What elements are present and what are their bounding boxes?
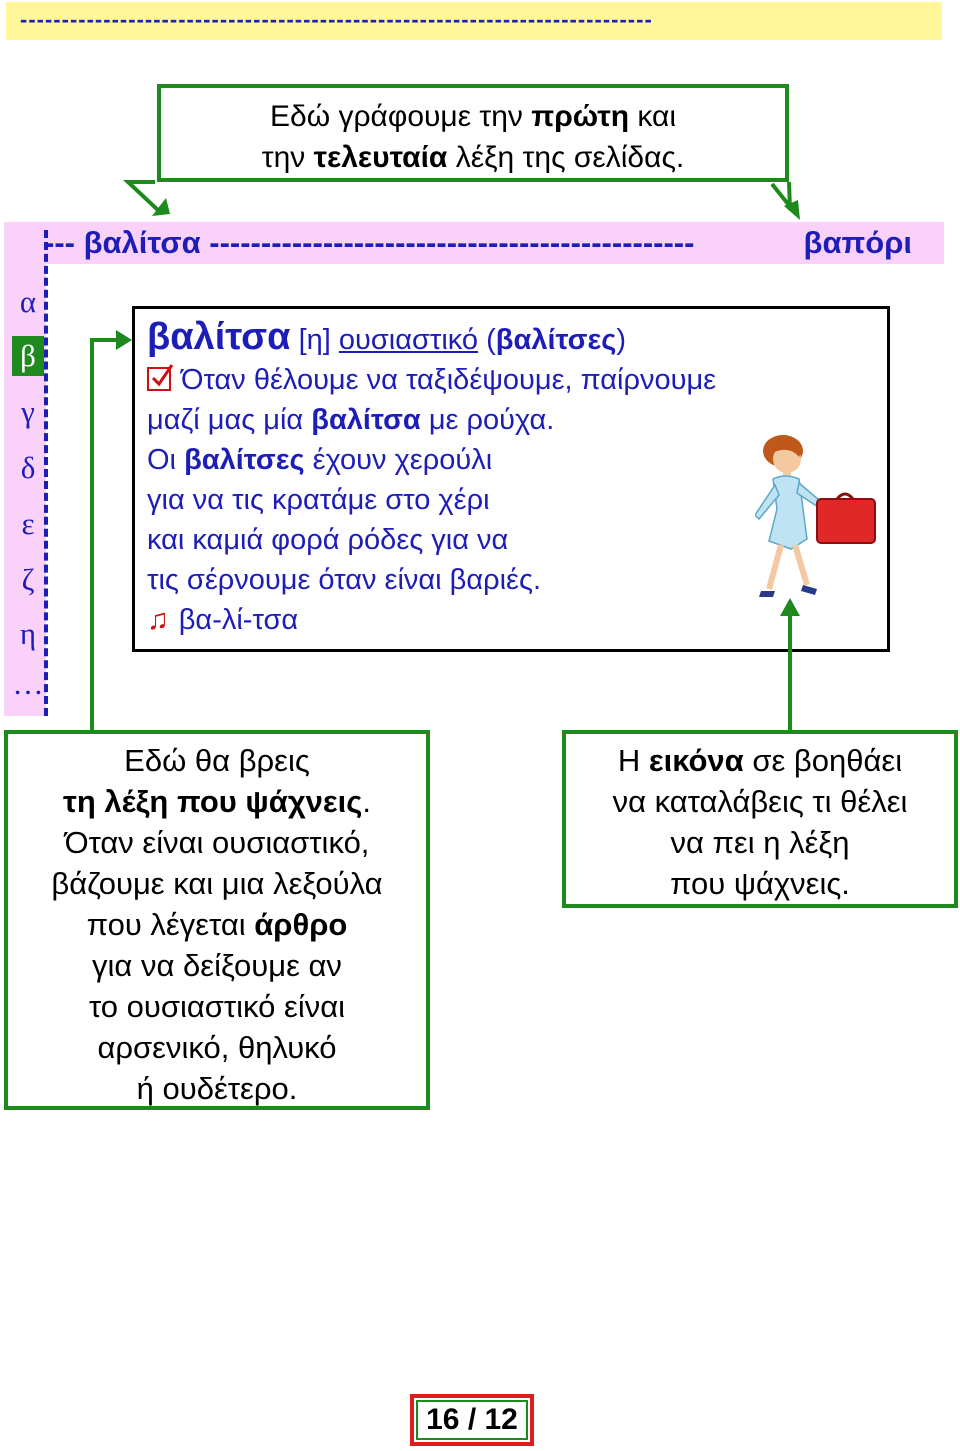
arrow-head-picture	[780, 598, 800, 616]
alphabet-letter-delta[interactable]: δ	[20, 450, 36, 485]
alphabet-letter-eta[interactable]: η	[19, 616, 37, 651]
entry-word: βαλίτσα	[147, 316, 291, 358]
top-dashed-band: ----------------------------------------------------------------------------	[6, 2, 942, 40]
entry-sentence-3: Οι βαλίτσες έχουν χερούλι	[147, 444, 493, 476]
entry-syllables: ♫ βα-λί-τσα	[147, 604, 299, 636]
entry-plural: βαλίτσες	[495, 324, 617, 356]
picture-note: Η εικόνα σε βοηθάει να καταλάβεις τι θέλει να πει η λέξη που ψάχνεις.	[562, 730, 958, 908]
entry-sentence-6: τις σέρνουμε όταν είναι βαριές.	[147, 564, 542, 596]
note-line-1: Εδώ γράφουμε την πρώτη και	[269, 100, 677, 133]
entry-header: βαλίτσα [η] ουσιαστικό (βαλίτσες)	[147, 316, 626, 358]
alphabet-letter-beta-active[interactable]: β	[12, 336, 44, 376]
note-line-2: την τελευταία λέξη της σελίδας.	[261, 141, 685, 174]
word-note: Εδώ θα βρεις τη λέξη που ψάχνεις. Όταν είναι ουσιαστικό, βάζουμε και μια λεξούλα που λέγεται άρθρο για να δείξουμε αν το ουσιαστικό είναι αρσενικό, θηλυκό ή ουδέτερο.	[4, 730, 430, 1110]
arrow-head-entry	[116, 330, 132, 350]
guide-word-first: --- βαλίτσα -----------------------------------------------	[44, 225, 695, 260]
page-number	[410, 1394, 534, 1446]
alphabet-letter-gamma[interactable]: γ	[21, 394, 35, 429]
entry-sentence-1: Όταν θέλουμε να ταξιδέψουμε, παίρνουμε	[147, 360, 887, 400]
music-note-icon: ♫	[147, 604, 169, 636]
entry-article: [η]	[298, 324, 331, 356]
entry-sentence-5: και καμιά φορά ρόδες για να	[147, 524, 509, 556]
guide-word-last: βαπόρι	[803, 225, 912, 260]
page-number-text: 16 / 12	[426, 1403, 518, 1436]
alphabet-letter-alpha[interactable]: α	[19, 284, 37, 319]
alphabet-letter-zeta[interactable]: ζ	[21, 562, 35, 597]
entry-part-of-speech: ουσιαστικό	[338, 324, 479, 356]
alphabet-letter-epsilon[interactable]: ε	[21, 506, 35, 541]
entry-sentence-2: μαζί μας μία βαλίτσα με ρούχα.	[147, 404, 555, 436]
entry-sentence-4: για να τις κρατάμε στο χέρι	[147, 484, 490, 516]
alphabet-more: …	[12, 666, 44, 701]
